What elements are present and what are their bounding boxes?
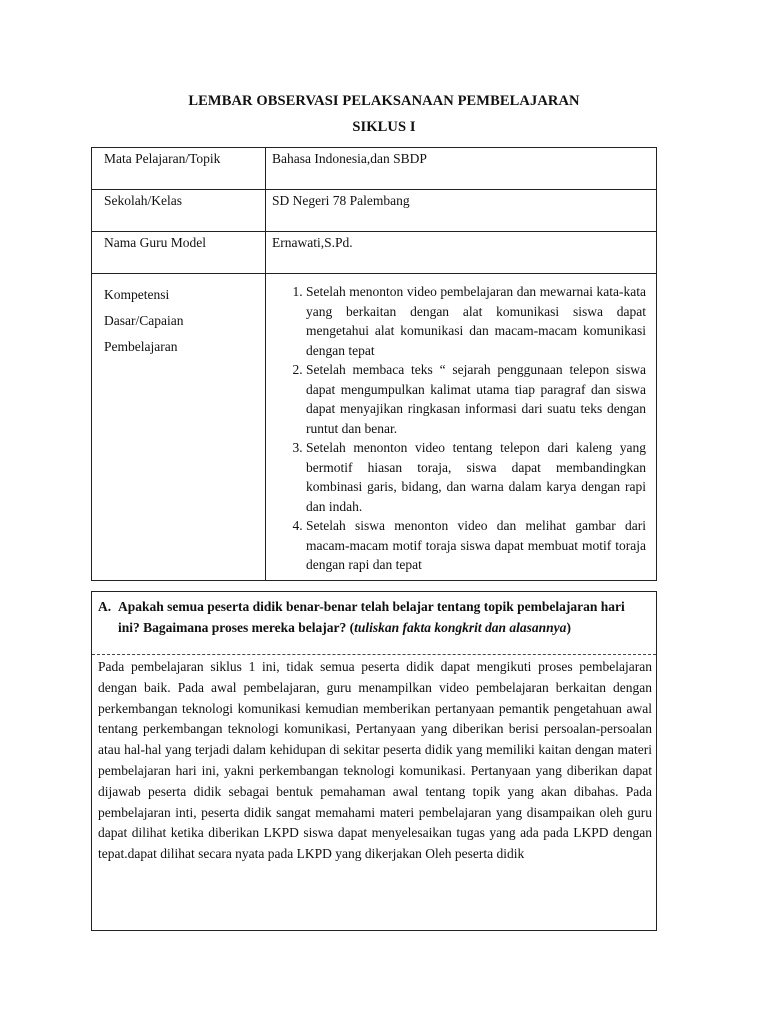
- row-label-subject: Mata Pelajaran/Topik: [92, 148, 266, 190]
- document-title: LEMBAR OBSERVASI PELAKSANAAN PEMBELAJARAN: [188, 93, 580, 109]
- list-item: 1. Setelah menonton video pembelajaran dan mewarnai kata-kata yang berkaitan dengan alat komunikasi siswa dapat mengetahui alat komunikasi dan macam-macam komunikasi dengan tepat: [306, 282, 646, 360]
- row-value-subject: Bahasa Indonesia,dan SBDP: [266, 148, 657, 190]
- document-subtitle: SIKLUS I: [352, 119, 416, 135]
- row-value-school: SD Negeri 78 Palembang: [266, 190, 657, 232]
- question-main: Apakah semua peserta didik benar-benar telah belajar tentang topik pembelajaran hari ini? Bagaimana proses mereka belajar? (: [118, 599, 625, 635]
- info-table: [91, 147, 657, 581]
- competency-label-line: Dasar/Capaian: [104, 313, 184, 328]
- question-text: [118, 596, 646, 654]
- section-a-question: [92, 592, 656, 655]
- row-label-school: Sekolah/Kelas: [92, 190, 266, 232]
- list-item: 4. Setelah siswa menonton video dan melihat gambar dari macam-macam motif toraja siswa dapat membuat motif toraja dengan rapi dan tepat: [306, 516, 646, 575]
- competency-list: [272, 277, 650, 575]
- competency-label-line: Pembelajaran: [104, 339, 178, 354]
- table-row: [92, 274, 657, 581]
- row-value-competency: [266, 274, 657, 581]
- table-row: [92, 232, 657, 274]
- question-italic-note: tuliskan fakta kongkrit dan alasannya: [354, 620, 567, 635]
- table-row: [92, 190, 657, 232]
- observation-section-a: [91, 591, 657, 931]
- section-a-answer: Pada pembelajaran siklus 1 ini, tidak semua peserta didik dapat mengikuti proses pembelajaran dengan baik. Pada awal pembelajaran, guru menampilkan video pembelajaran berkaitan dengan perkembangan teknologi komunikasi kemudian memberikan pertanyaan pemantik pengetahuan awal tentang perkembangan teknologi komunikasi, Pertanyaan yang diberikan berisi persoalan-persoalan atau hal-hal yang terjadi dalam kehidupan di sekitar peserta didik yang memiliki kaitan dengan materi pembelajaran hari ini, yakni perkembangan teknologi komunikasi. Pertanyaan yang diberikan dapat dijawab peserta didik sebagai bentuk pemahaman awal tentang topik yang akan dibahas. Pada pembelajaran inti, peserta didik sangat memahami materi pembelajaran yang disampaikan oleh guru dapat dilihat ketika diberikan LKPD siswa dapat menyelesaikan tugas yang ada pada LKPD dengan tepat.dapat dilihat secara nyata pada LKPD yang dikerjakan Oleh peserta didik: [98, 659, 652, 862]
- table-row: [92, 148, 657, 190]
- row-value-teacher: Ernawati,S.Pd.: [266, 232, 657, 274]
- row-label-competency: [92, 274, 266, 581]
- list-item: 3. Setelah menonton video tentang telepon dari kaleng yang bermotif hiasan toraja, siswa dapat membandingkan kombinasi garis, bidang, dan warna dalam karya dengan rapi dan indah.: [306, 438, 646, 516]
- competency-label-line: Kompetensi: [104, 287, 170, 302]
- list-item: 2. Setelah membaca teks “ sejarah penggunaan telepon siswa dapat mengumpulkan kalimat utama tiap paragraf dan siswa dapat menyajikan ringkasan informasi dari suatu teks dengan runtut dan benar.: [306, 360, 646, 438]
- question-close: ): [566, 620, 571, 635]
- section-letter: A.: [98, 599, 112, 614]
- row-label-teacher: Nama Guru Model: [92, 232, 266, 274]
